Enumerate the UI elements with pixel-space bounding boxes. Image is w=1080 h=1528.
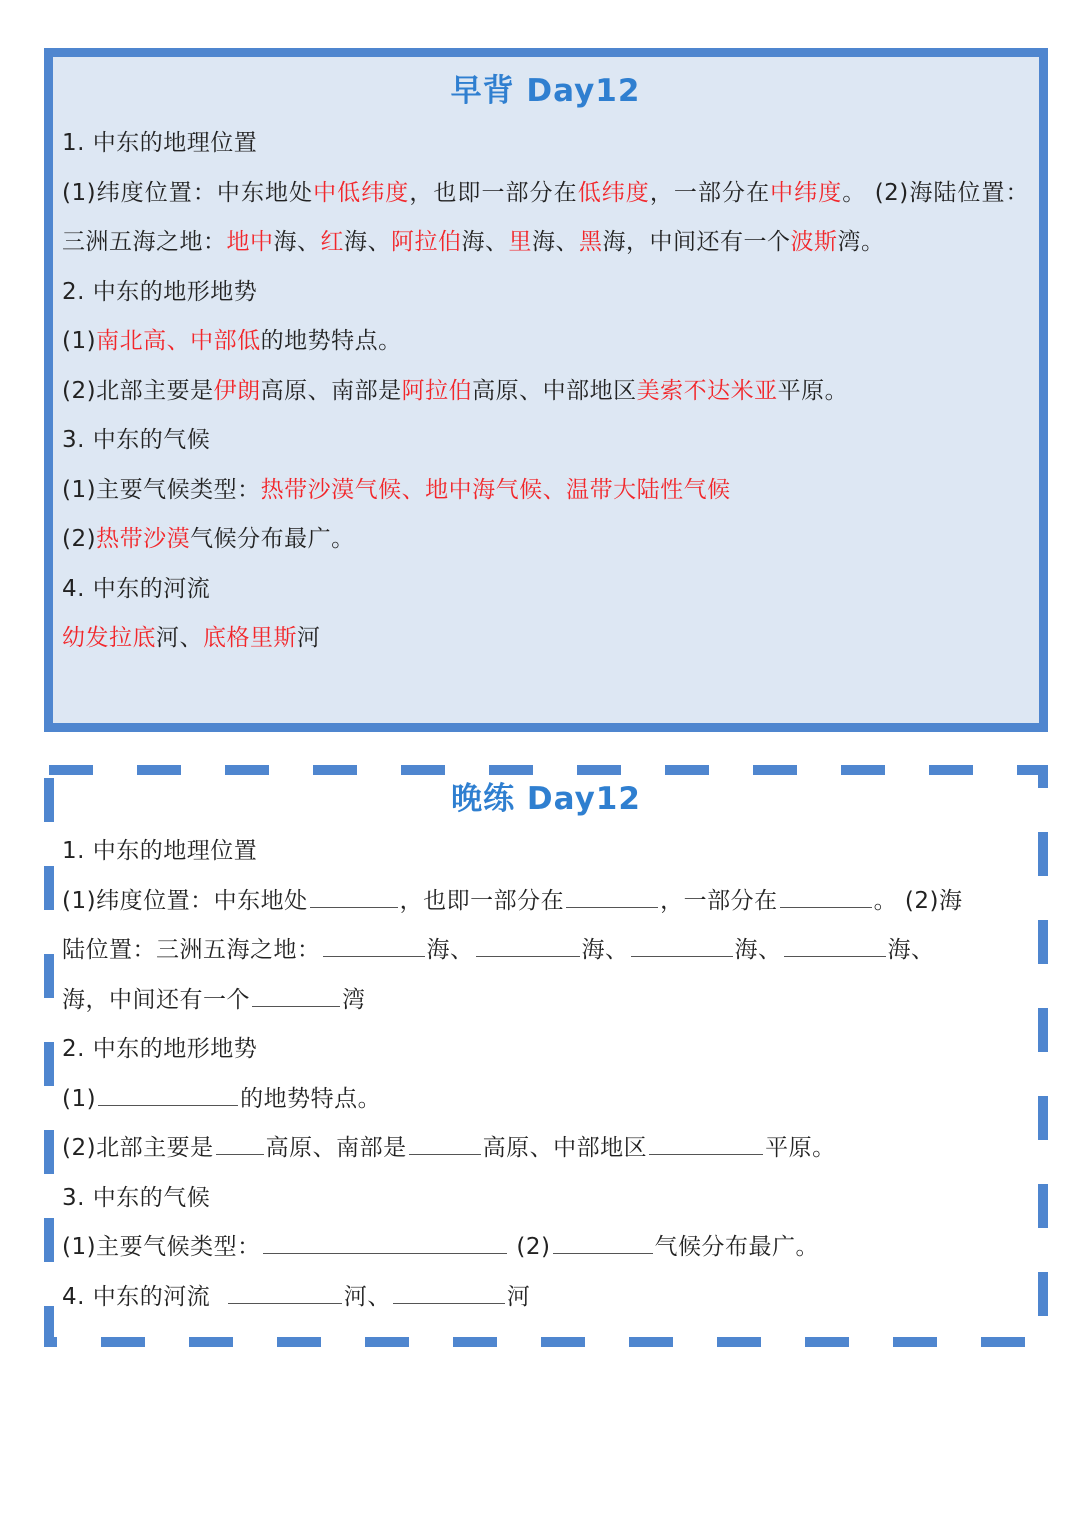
answer-blank[interactable]: [216, 1132, 264, 1155]
section-heading: 3. 中东的气候: [62, 427, 211, 453]
fill-line-gulf: 海，中间还有一个 湾: [62, 976, 1030, 1026]
answer-blank[interactable]: [649, 1132, 763, 1155]
fill-line-terrain-1: (1) 的地势特点。: [62, 1075, 1030, 1125]
answer-blank[interactable]: [263, 1231, 507, 1254]
terrain-line-1: (1)南北高、中部低的地势特点。: [62, 328, 402, 354]
fill-line-terrain-2: (2)北部主要是 高原、南部是 高原、中部地区 平原。: [62, 1124, 1030, 1174]
location-paragraph: (1)纬度位置：中东地处中低纬度，也即一部分在低纬度，一部分在中纬度。 (2)海陆位置：三洲五海之地：地中海、红海、阿拉伯海、里海、黑海，中间还有一个波斯湾。: [62, 179, 1030, 255]
answer-blank[interactable]: [409, 1132, 481, 1155]
section-heading: 1. 中东的地理位置: [62, 130, 258, 156]
section-heading: 3. 中东的气候: [62, 1184, 211, 1211]
climate-line-2: (2)热带沙漠气候分布最广。: [62, 526, 355, 552]
rivers-line: 幼发拉底河、底格里斯河: [62, 625, 321, 651]
answer-blank[interactable]: [310, 885, 398, 908]
section-heading: 4. 中东的河流: [62, 575, 211, 602]
fill-line-climate: (1)主要气候类型： (2) 气候分布最广。: [62, 1223, 1030, 1273]
answer-blank[interactable]: [476, 934, 580, 957]
fill-line-rivers: 4. 中东的河流 河、 河: [62, 1273, 1030, 1323]
evening-practice-card: [44, 765, 1048, 1347]
section-heading: 2. 中东的地形地势: [62, 278, 258, 305]
answer-blank[interactable]: [631, 934, 733, 957]
answer-blank[interactable]: [98, 1083, 238, 1106]
climate-line-1: (1)主要气候类型：热带沙漠气候、地中海气候、温带大陆性气候: [62, 476, 731, 503]
answer-blank[interactable]: [252, 984, 340, 1007]
answer-blank[interactable]: [323, 934, 425, 957]
morning-review-card: [44, 48, 1048, 732]
section-heading: 1. 中东的地理位置: [62, 838, 258, 864]
answer-blank[interactable]: [393, 1281, 505, 1304]
terrain-line-2: (2)北部主要是伊朗高原、南部是阿拉伯高原、中部地区美索不达米亚平原。: [62, 377, 849, 404]
section-heading: 2. 中东的地形地势: [62, 1036, 258, 1062]
answer-blank[interactable]: [784, 934, 886, 957]
answer-blank[interactable]: [566, 885, 658, 908]
fill-line-latitude: (1)纬度位置：中东地处 ，也即一部分在 ，一部分在 。 (2)海: [62, 877, 1030, 927]
answer-blank[interactable]: [780, 885, 872, 908]
answer-blank[interactable]: [228, 1281, 342, 1304]
morning-title: 早背 Day12: [450, 73, 641, 109]
answer-blank[interactable]: [553, 1231, 653, 1254]
fill-line-seas: 陆位置：三洲五海之地： 海、 海、 海、 海、: [62, 926, 1030, 976]
evening-title: 晚练 Day12: [451, 781, 641, 817]
